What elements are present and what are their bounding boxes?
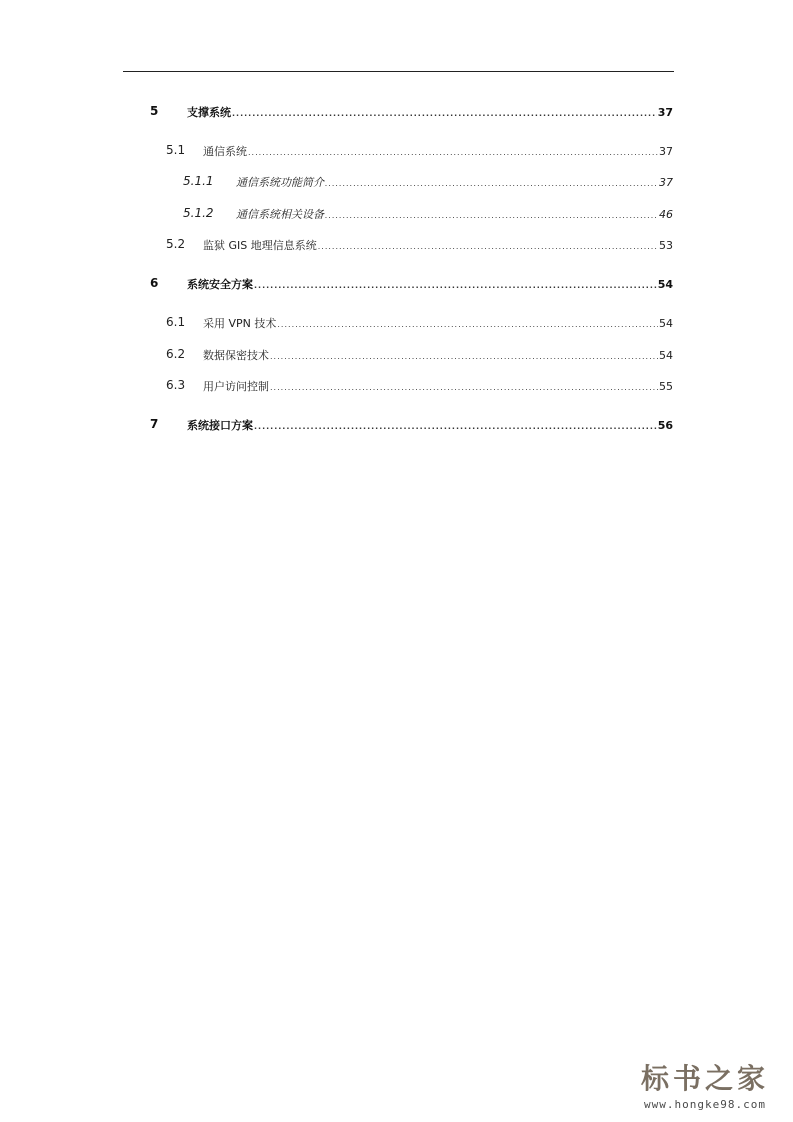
- toc-title: 系统安全方案: [187, 278, 253, 291]
- toc-number: 5.1.2: [183, 206, 214, 220]
- toc-title: 通信系统功能简介: [236, 176, 324, 189]
- toc-number: 6.1: [166, 315, 186, 329]
- toc-dot-leader: [277, 320, 658, 329]
- toc-page-number: 53: [659, 239, 673, 252]
- toc-title: 系统接口方案: [187, 419, 253, 432]
- toc-page-number: 54: [657, 278, 673, 291]
- toc-number: 6.3: [166, 378, 186, 392]
- toc-title: 通信系统: [203, 145, 247, 158]
- toc-entry-5-2[interactable]: [0, 237, 793, 253]
- toc-title-row: [187, 276, 673, 292]
- watermark: [625, 1062, 785, 1111]
- toc-title-row: [236, 206, 673, 222]
- toc-page-number: 56: [657, 419, 673, 432]
- toc-title-row: [203, 315, 673, 331]
- toc-page-number: 37: [659, 176, 673, 189]
- toc-dot-leader: [325, 211, 658, 220]
- toc-title: 数据保密技术: [203, 349, 269, 362]
- toc-number: 7: [150, 417, 159, 431]
- toc-number: 6.2: [166, 347, 186, 361]
- toc-title: 监狱 GIS 地理信息系统: [203, 239, 317, 252]
- toc-title-row: [236, 174, 673, 190]
- toc-dot-leader: [248, 148, 658, 157]
- toc-entry-6[interactable]: [0, 276, 793, 292]
- toc-number: 5: [150, 104, 159, 118]
- toc-dot-leader: [318, 242, 658, 251]
- toc-entry-5-1[interactable]: [0, 143, 793, 159]
- toc-dot-leader: [254, 422, 657, 431]
- watermark-logo: 标书之家: [640, 1062, 769, 1095]
- toc-dot-leader: [325, 179, 658, 188]
- toc-title-row: [203, 378, 673, 394]
- toc-entry-5-1-1[interactable]: [0, 174, 793, 190]
- toc-page-number: 46: [659, 208, 673, 221]
- toc-entry-6-1[interactable]: [0, 315, 793, 331]
- toc-title: 用户访问控制: [203, 380, 269, 393]
- toc-page-number: 55: [659, 380, 673, 393]
- toc-entry-6-2[interactable]: [0, 347, 793, 363]
- watermark-url: www.hongke98.com: [644, 1098, 766, 1111]
- header-rule: [123, 71, 674, 72]
- toc-dot-leader: [232, 109, 657, 118]
- toc-number: 5.2: [166, 237, 186, 251]
- toc-dot-leader: [270, 352, 658, 361]
- toc-entry-5[interactable]: [0, 104, 793, 120]
- toc-number: 6: [150, 276, 159, 290]
- toc-page-number: 54: [659, 349, 673, 362]
- toc-page-number: 37: [657, 106, 673, 119]
- toc-dot-leader: [254, 281, 657, 290]
- toc-title: 支撑系统: [187, 106, 231, 119]
- toc-title-row: [203, 347, 673, 363]
- toc-entry-7[interactable]: [0, 417, 793, 433]
- toc-entry-6-3[interactable]: [0, 378, 793, 394]
- toc-number: 5.1: [166, 143, 186, 157]
- toc-title: 通信系统相关设备: [236, 208, 324, 221]
- toc-entry-5-1-2[interactable]: [0, 206, 793, 222]
- toc-number: 5.1.1: [183, 174, 214, 188]
- toc-dot-leader: [270, 383, 658, 392]
- toc-title-row: [203, 237, 673, 253]
- toc-page-number: 37: [659, 145, 673, 158]
- toc-title-row: [187, 104, 673, 120]
- toc-page-number: 54: [659, 317, 673, 330]
- toc-title-row: [203, 143, 673, 159]
- toc-title: 采用 VPN 技术: [203, 317, 277, 330]
- toc-title-row: [187, 417, 673, 433]
